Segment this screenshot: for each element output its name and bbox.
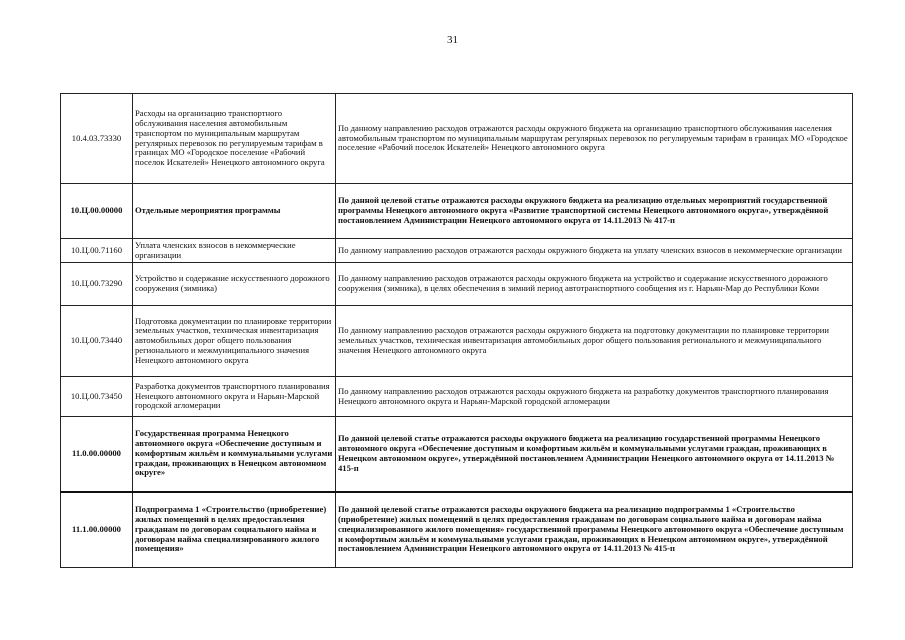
- table-row: [61, 306, 853, 377]
- target-article-code: 10.Ц.00.73450: [61, 377, 133, 417]
- target-article-name: Расходы на организацию транспортного обслуживания населения автомобильным транспортом по муниципальным маршрутам регулярных перевозок по регулируемым тарифам в границах МО «Городское поселение «Рабочий поселок Искателей» Ненецкого автономного округа: [133, 94, 336, 184]
- table-row: [61, 377, 853, 417]
- target-article-description: По данному направлению расходов отражаются расходы окружного бюджета на уплату членских взносов в некоммерческие организации: [336, 239, 853, 263]
- target-article-name: Государственная программа Ненецкого автономного округа «Обеспечение доступным и комфортным жильём и коммунальными услугами граждан, проживающих в Ненецком автономном округе»: [133, 417, 336, 492]
- table-row: [61, 417, 853, 492]
- table-row: [61, 184, 853, 239]
- table-row: [61, 263, 853, 306]
- target-article-description: По данному направлению расходов отражаются расходы окружного бюджета на подготовку документации по планировке территории земельных участков, техническая инвентаризация автомобильных дорог общего пользования регионального и межмуниципального значения Ненецкого автономного округа: [336, 306, 853, 377]
- table-row: [61, 239, 853, 263]
- target-article-name: Подготовка документации по планировке территории земельных участков, техническая инвентаризация автомобильных дорог общего пользования регионального и межмуниципального значения Ненецкого автономного округа: [133, 306, 336, 377]
- target-article-description: По данному направлению расходов отражаются расходы окружного бюджета на организацию транспортного обслуживания населения автомобильным транспортом по муниципальным маршрутам регулярных перевозок по регулируемым тарифам в границах МО «Городское поселение «Рабочий поселок Искателей» Ненецкого автономного округа: [336, 94, 853, 184]
- target-article-name: Подпрограмма 1 «Строительство (приобретение) жилых помещений в целях предоставления гражданам по договорам социального найма и договорам найма специализированного жилого помещения»: [133, 492, 336, 568]
- target-article-code: 10.Ц.00.71160: [61, 239, 133, 263]
- target-article-description: По данной целевой статье отражаются расходы окружного бюджета на реализацию отдельных мероприятий государственной программы Ненецкого автономного округа «Развитие транспортной системы Ненецкого автономного округа», утверждённой постановлением Администрации Ненецкого автономного округа от 14.11.2013 № 417-п: [336, 184, 853, 239]
- target-article-code: 10.Ц.00.00000: [61, 184, 133, 239]
- target-article-name: Разработка документов транспортного планирования Ненецкого автономного округа и Нарьян-Марской городской агломерации: [133, 377, 336, 417]
- budget-classification-table: [60, 93, 853, 568]
- target-article-code: 11.0.00.00000: [61, 417, 133, 492]
- target-article-description: По данной целевой статье отражаются расходы окружного бюджета на реализацию государственной программы Ненецкого автономного округа «Обеспечение доступным и комфортным жильём и коммунальными услугами граждан, проживающих в Ненецком автономном округе», утверждённой постановлением Администрации Ненецкого автономного округа от 14.11.2013 № 415-п: [336, 417, 853, 492]
- target-article-description: По данной целевой статье отражаются расходы окружного бюджета на реализацию подпрограммы 1 «Строительство (приобретение) жилых помещений в целях предоставления гражданам по договорам социального найма и договорам найма специализированного жилого помещения» государственной программы Ненецкого автономного округа «Обеспечение доступным и комфортным жильём и коммунальными услугами граждан, проживающих в Ненецком автономном округе», утверждённой постановлением Администрации Ненецкого автономного округа от 14.11.2013 № 415-п: [336, 492, 853, 568]
- target-article-description: По данному направлению расходов отражаются расходы окружного бюджета на устройство и содержание искусственного дорожного сооружения (зимника), в целях обеспечения в зимний период автотранспортного сообщения из г. Нарьян-Мар до Республики Коми: [336, 263, 853, 306]
- target-article-name: Устройство и содержание искусственного дорожного сооружения (зимника): [133, 263, 336, 306]
- target-article-code: 10.Ц.00.73440: [61, 306, 133, 377]
- target-article-description: По данному направлению расходов отражаются расходы окружного бюджета на разработку документов транспортного планирования Ненецкого автономного округа и Нарьян-Марской городской агломерации: [336, 377, 853, 417]
- target-article-code: 10.4.03.73330: [61, 94, 133, 184]
- target-article-name: Отдельные мероприятия программы: [133, 184, 336, 239]
- target-article-code: 11.1.00.00000: [61, 492, 133, 568]
- table-row: [61, 492, 853, 568]
- page-number: 31: [447, 34, 458, 46]
- table-row: [61, 94, 853, 184]
- target-article-name: Уплата членских взносов в некоммерческие организации: [133, 239, 336, 263]
- target-article-code: 10.Ц.00.73290: [61, 263, 133, 306]
